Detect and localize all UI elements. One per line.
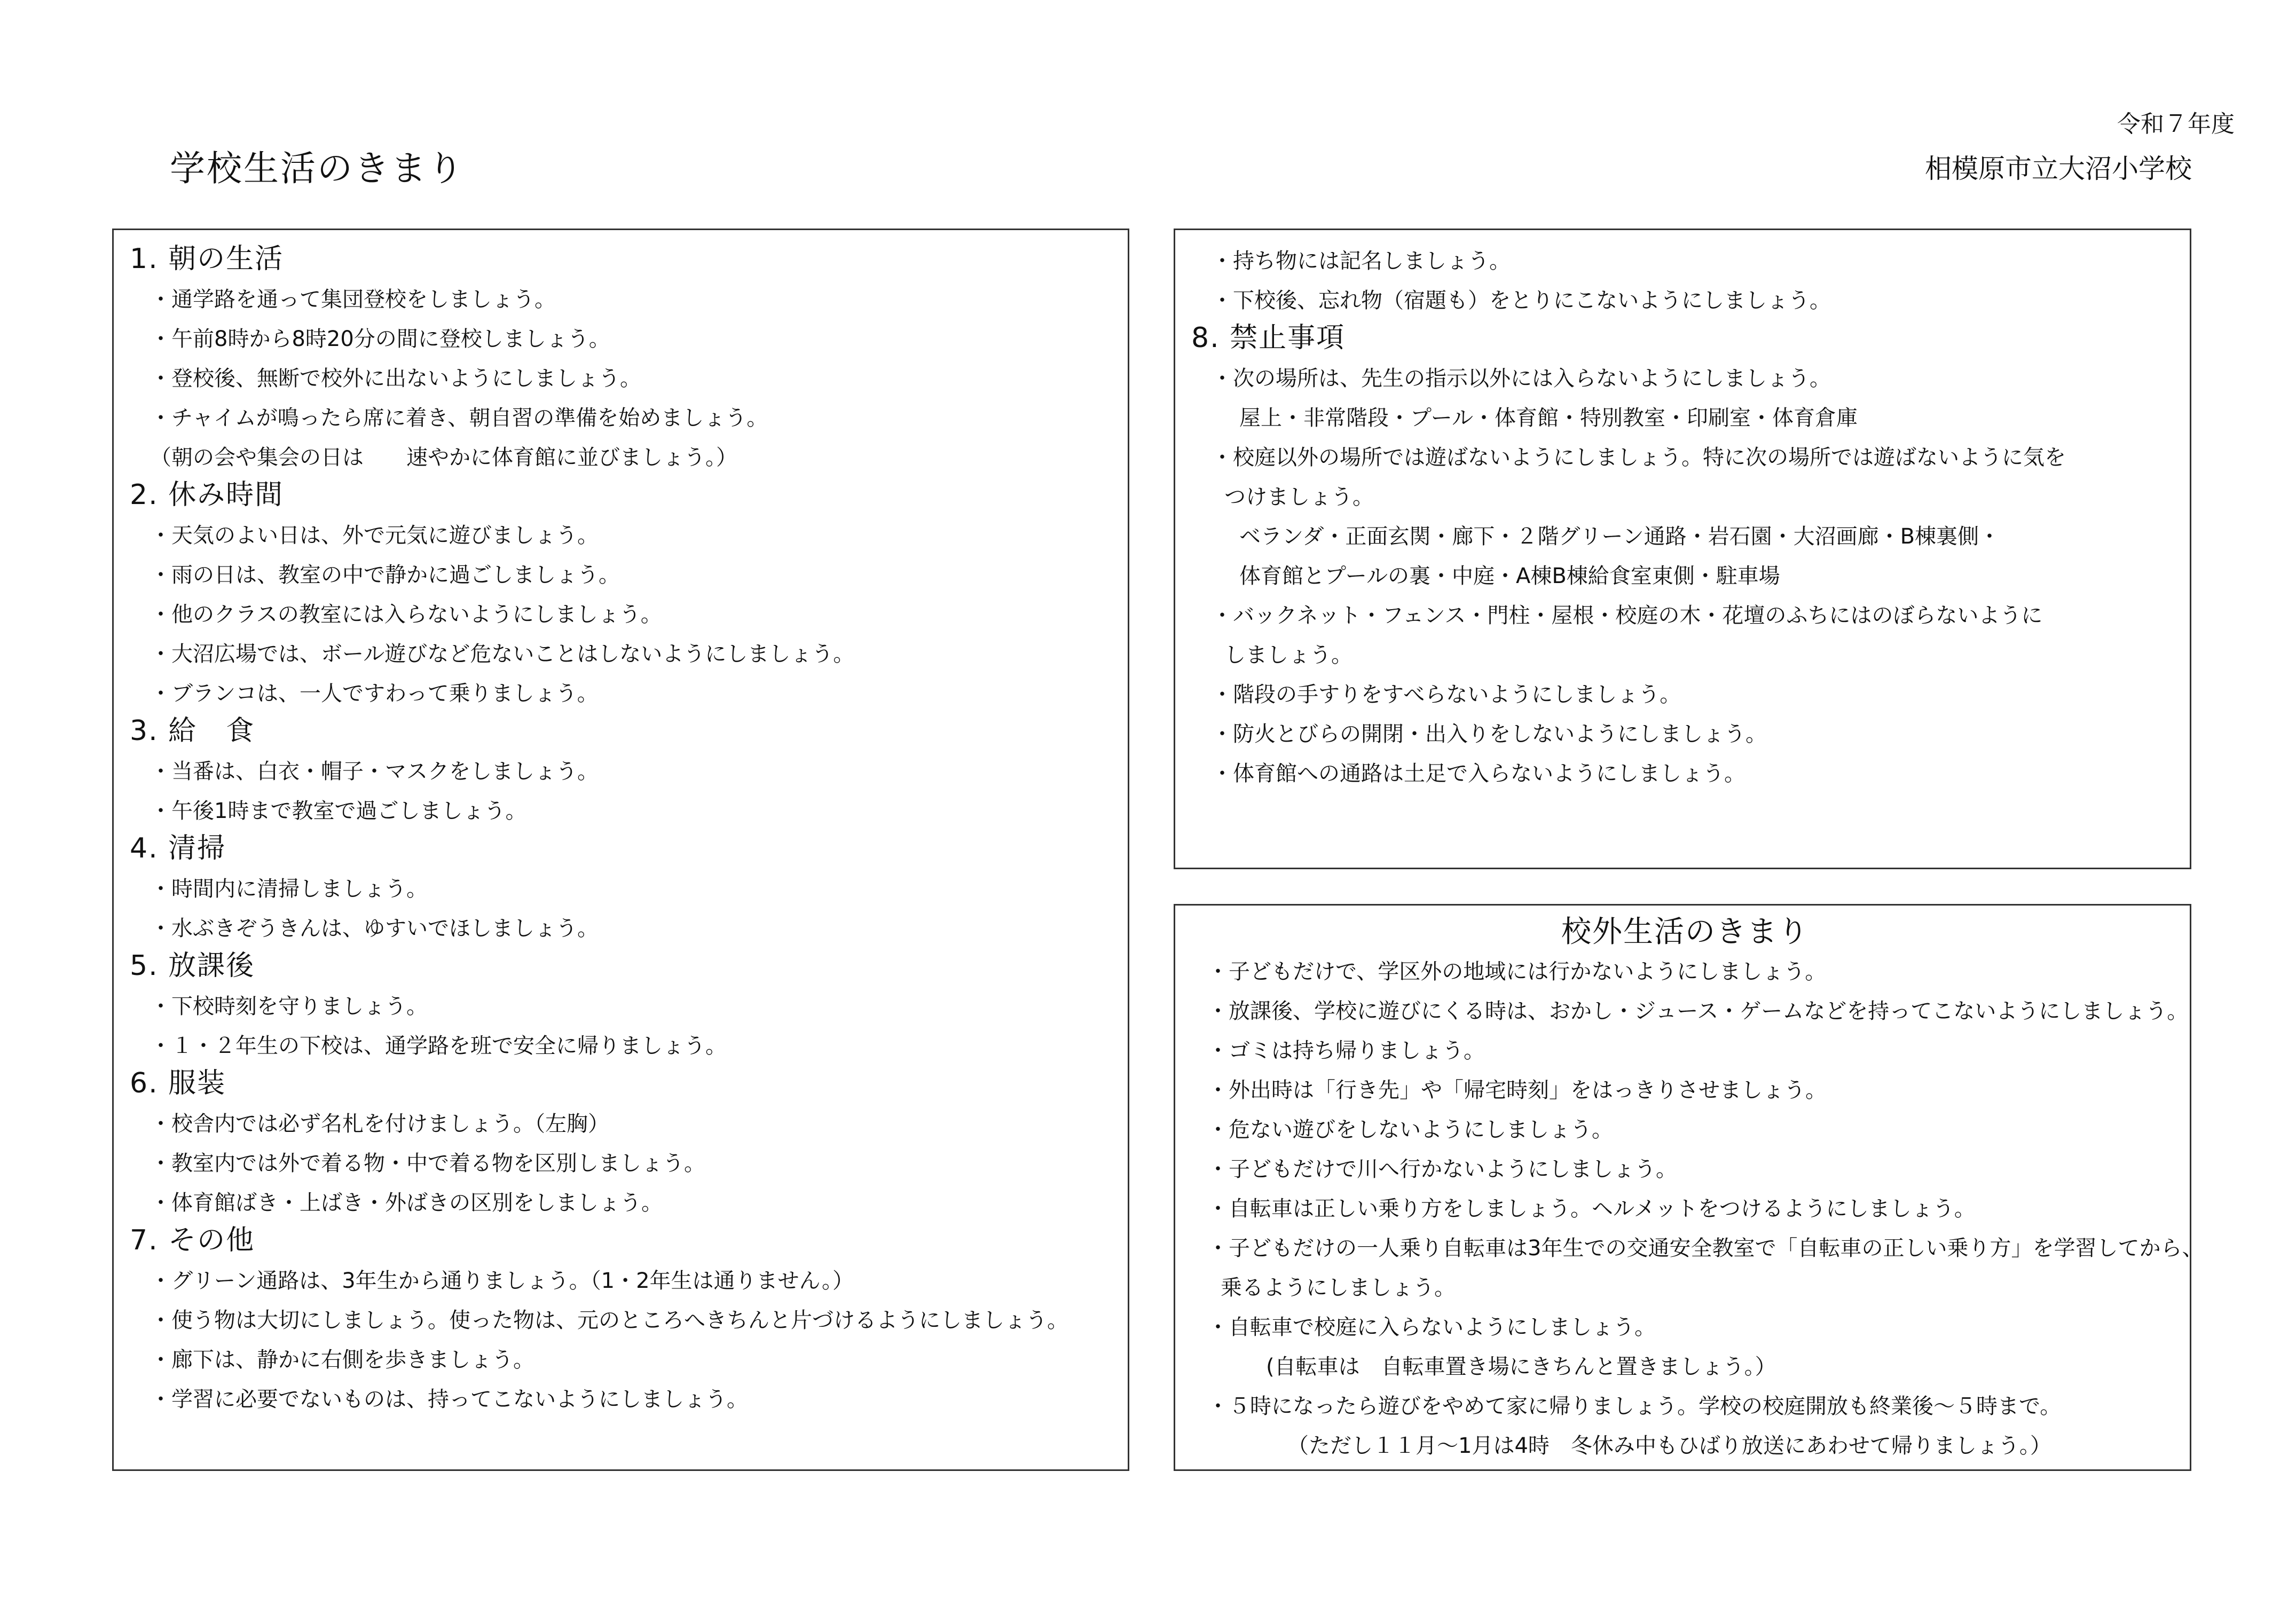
section-title-cleaning: 4. 清掃 (130, 832, 226, 864)
rule-sub-item: ベランダ・正面玄関・廊下・２階グリーン通路・岩石園・大沼画廊・B棟裏側・ (1239, 524, 2001, 549)
section-title-morning: 1. 朝の生活 (130, 243, 284, 275)
rule-item: ・子どもだけで、学区外の地域には行かないようにしましょう。 (1207, 959, 1827, 984)
rule-item: ・外出時は「行き先」や「帰宅時刻」をはっきりさせましょう。 (1207, 1078, 1827, 1103)
rule-continuation: つけましょう。 (1224, 485, 1374, 509)
rule-item: ・時間内に清掃しましょう。 (150, 877, 428, 901)
rule-item: ・下校時刻を守りましょう。 (150, 994, 428, 1019)
rule-item: ・階段の手すりをすべらないようにしましょう。 (1212, 682, 1681, 707)
rule-note: （ただし１１月～1月は4時 冬休み中もひばり放送にあわせて帰りましょう。） (1287, 1434, 2051, 1458)
rule-note: (自転車は 自転車置き場にきちんと置きましょう。） (1266, 1355, 1776, 1379)
school-life-rules-continued-box (1174, 229, 2191, 869)
rule-item: ・教室内では外で着る物・中で着る物を区別しましょう。 (150, 1151, 705, 1176)
rule-item: ・体育館ばき・上ばき・外ばきの区別をしましょう。 (150, 1191, 663, 1215)
rule-note: （朝の会や集会の日は 速やかに体育館に並びましょう。） (150, 445, 737, 470)
rule-item: ・危ない遊びをしないようにしましょう。 (1207, 1118, 1613, 1142)
rule-item: ・持ち物には記名しましょう。 (1212, 249, 1511, 273)
rule-continuation: しましょう。 (1224, 643, 1353, 667)
outside-school-rules-box (1174, 904, 2204, 1471)
rule-item: ・自転車で校庭に入らないようにしましょう。 (1207, 1315, 1656, 1340)
rule-item: ・午前8時から8時20分の間に登校しましょう。 (150, 327, 610, 351)
rule-item: ・校庭以外の場所では遊ばないようにしましょう。特に次の場所では遊ばないように気を (1212, 445, 2066, 470)
rule-item: ・体育館への通路は土足で入らないようにしましょう。 (1212, 761, 1745, 786)
section-title-other: 7. その他 (130, 1224, 255, 1256)
section-title-recess: 2. 休み時間 (130, 479, 284, 511)
rule-item: ・ブランコは、一人ですわって乗りましょう。 (150, 681, 599, 706)
rule-item: ・学習に必要でないものは、持ってこないようにしましょう。 (150, 1387, 748, 1412)
outside-rules-title: 校外生活のきまり (1561, 915, 1809, 949)
rule-item: ・チャイムが鳴ったら席に着き、朝自習の準備を始めましょう。 (150, 406, 768, 430)
rule-item: ・通学路を通って集団登校をしましょう。 (150, 287, 556, 312)
rule-item: ・午後1時まで教室で過ごしましょう。 (150, 799, 527, 823)
rule-item: ・１・２年生の下校は、通学路を班で安全に帰りましょう。 (150, 1034, 727, 1058)
section-title-clothing: 6. 服装 (130, 1067, 226, 1099)
rule-item: ・雨の日は、教室の中で静かに過ごしましょう。 (150, 563, 620, 587)
section-title-lunch: 3. 給 食 (130, 715, 255, 747)
document-title: 学校生活のきまり (170, 148, 465, 189)
rule-item: ・グリーン通路は、3年生から通りましょう。（1・2年生は通りません。） (150, 1269, 854, 1293)
rule-item: ・バックネット・フェンス・門柱・屋根・校庭の木・花壇のふちにはのぼらないように (1212, 603, 2043, 628)
rule-item: ・次の場所は、先生の指示以外には入らないようにしましょう。 (1212, 366, 1831, 391)
section-title-after-school: 5. 放課後 (130, 950, 255, 982)
rule-item: ・５時になったら遊びをやめて家に帰りましょう。学校の校庭開放も終業後～５時まで。 (1207, 1394, 2062, 1419)
rule-item: ・登校後、無断で校外に出ないようにしましょう。 (150, 366, 641, 391)
rule-item: ・自転車は正しい乗り方をしましょう。ヘルメットをつけるようにしましょう。 (1207, 1197, 1976, 1221)
rule-item: ・廊下は、静かに右側を歩きましょう。 (150, 1348, 534, 1372)
rule-item: ・子どもだけの一人乗り自転車は3年生での交通安全教室で「自転車の正しい乗り方」を学習してから、 (1207, 1236, 2204, 1261)
rule-item: ・他のクラスの教室には入らないようにしましょう。 (150, 602, 662, 627)
rule-item: ・放課後、学校に遊びにくる時は、おかし・ジュース・ゲームなどを持ってこないようにしましょう。 (1207, 999, 2189, 1024)
rule-item: ・大沼広場では、ボール遊びなど危ないことはしないようにしましょう。 (150, 642, 855, 666)
rule-item: ・使う物は大切にしましょう。使った物は、元のところへきちんと片づけるようにしましょう。 (150, 1308, 1068, 1333)
school-life-rules-box (112, 229, 1129, 1471)
rule-item: ・子どもだけで川へ行かないようにしましょう。 (1207, 1157, 1677, 1182)
rule-item: ・防火とびらの開閉・出入りをしないようにしましょう。 (1212, 722, 1767, 746)
school-name: 相模原市立大沼小学校 (1925, 153, 2192, 184)
section-title-prohibited: 8. 禁止事項 (1191, 322, 1346, 354)
rule-item: ・天気のよい日は、外で元気に遊びましょう。 (150, 523, 599, 548)
rule-sub-item: 体育館とプールの裏・中庭・A棟B棟給食室東側・駐車場 (1239, 564, 1780, 588)
rule-sub-item: 屋上・非常階段・プール・体育館・特別教室・印刷室・体育倉庫 (1239, 406, 1858, 430)
rule-continuation: 乗るようにしましょう。 (1221, 1276, 1456, 1300)
rule-item: ・当番は、白衣・帽子・マスクをしましょう。 (150, 759, 599, 784)
rule-item: ・下校後、忘れ物（宿題も）をとりにこないようにしましょう。 (1212, 288, 1831, 313)
rule-item: ・校舎内では必ず名札を付けましょう。（左胸） (150, 1112, 609, 1136)
rule-item: ・水ぶきぞうきんは、ゆすいでほしましょう。 (150, 916, 599, 941)
rule-item: ・ゴミは持ち帰りましょう。 (1207, 1038, 1485, 1063)
school-year: 令和７年度 (2117, 111, 2235, 138)
